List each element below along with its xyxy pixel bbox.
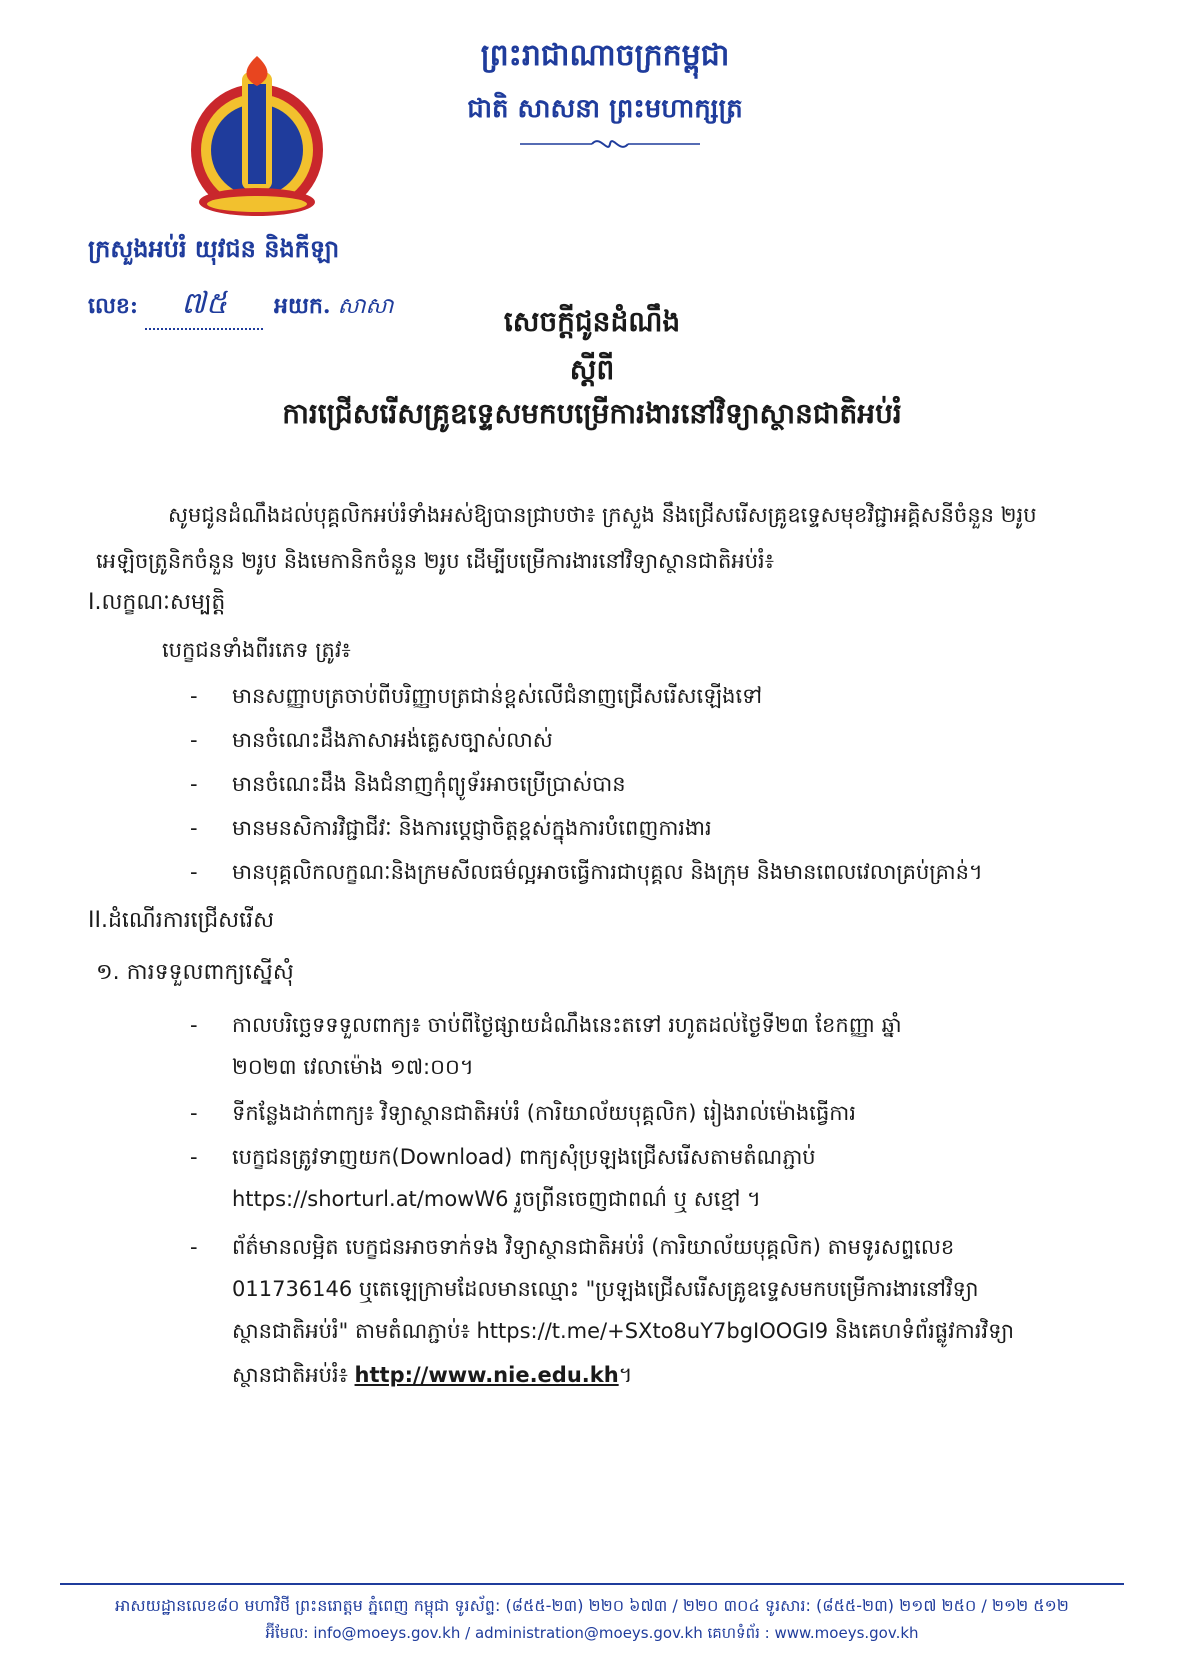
footer-address: អាសយដ្ឋានលេខ៨០ មហាវិថី ព្រះនរោត្តម ភ្នំពេញ កម្ពុជា ទូរស័ព្ទ: (៨៥៥-២៣) ២២០ ៦៧៣ / ២២០ ៣០៤ ទូរសារ: (៨៥៥-២៣) ២១៧ ២៥០ / ២១២ ៥១២ — [115, 1596, 1069, 1615]
section2-heading: II.ដំណើរការជ្រើសរើស — [88, 908, 275, 933]
ornament-divider — [520, 132, 700, 162]
list-item: - ព័ត៌មានលម្អិត បេក្ខជនអាចទាក់ទង វិទ្យាស្ថានជាតិអប់រំ (ការិយាល័យបុគ្គលិក) តាមទូរសព្ទលេខ — [190, 1235, 955, 1259]
footer-contact: អ៊ីមែល: info@moeys.gov.kh / administration@moeys.gov.kh គេហទំព័រ : www.moeys.gov.kh — [265, 1624, 919, 1642]
kingdom-heading: ព្រះរាជាណាចក្រកម្ពុជា — [480, 38, 730, 73]
section1-lead: បេក្ខជនទាំងពីរភេទ ត្រូវ៖ — [162, 638, 351, 662]
intro-paragraph — [96, 492, 1106, 584]
notice-topic: ការជ្រើសរើសគ្រូឧទ្ទេសមកបម្រើការងារនៅវិទ្យាស្ថានជាតិអប់រំ — [282, 397, 902, 430]
list-item-continuation: 011736146 ឬតេឡេក្រាមដែលមានឈ្មោះ "ប្រឡងជ្រើសរើសគ្រូឧទ្ទេសមកបម្រើការងារនៅវិទ្យា — [232, 1277, 979, 1301]
reference-label: លេខ: — [88, 293, 139, 319]
list-item: - មានចំណេះដឹងភាសាអង់គ្លេសច្បាស់លាស់ — [190, 728, 553, 752]
ministry-seal — [172, 52, 342, 224]
section2-subheading: ១. ការទទួលពាក្យស្នើសុំ — [96, 960, 294, 985]
reference-suffix: អយក. — [274, 293, 331, 319]
list-item: - មានចំណេះដឹង និងជំនាញកុំព្យូទ័រអាចប្រើប្រាស់បាន — [190, 772, 626, 796]
reference-number: ៧៥ — [145, 284, 263, 330]
list-item: - មានសញ្ញាបត្រចាប់ពីបរិញ្ញាបត្រជាន់ខ្ពស់លើជំនាញជ្រើសរើសឡើងទៅ — [190, 684, 763, 708]
national-motto: ជាតិ សាសនា ព្រះមហាក្សត្រ — [467, 94, 743, 124]
list-item: - មានបុគ្គលិកលក្ខណៈនិងក្រមសីលធម៌ល្អអាចធ្វើការជាបុគ្គល និងក្រុម និងមានពេលវេលាគ្រប់គ្រាន់។ — [190, 860, 983, 884]
section1-heading: I.លក្ខណៈសម្បត្តិ — [88, 590, 226, 615]
intro-text: សូមជូនដំណឹងដល់បុគ្គលិកអប់រំទាំងអស់ឱ្យបានជ្រាបថា៖ ក្រសួង នឹងជ្រើសរើសគ្រូឧទ្ទេសមុខវិជ្ជាអគ្គិសនីចំនួន ២រូប អេឡិចត្រូនិកចំនួន ២រូប និងមេកានិកចំនួន ២រូប ដើម្បីបម្រើការងារនៅវិទ្យាស្ថានជាតិអប់រំ៖ — [96, 503, 1037, 573]
nie-website-link[interactable]: http://www.nie.edu.kh — [354, 1363, 619, 1387]
ministry-name: ក្រសួងអប់រំ យុវជន និងកីឡា — [88, 234, 340, 263]
list-item-continuation: ២០២៣ វេលាម៉ោង ១៧:០០។ — [232, 1055, 474, 1079]
footer-divider — [60, 1583, 1124, 1585]
list-item: - មានមនសិការវិជ្ជាជីវៈ និងការប្តេជ្ញាចិត្តខ្ពស់ក្នុងការបំពេញការងារ — [190, 816, 712, 840]
notice-subtitle: ស្តីពី — [569, 353, 615, 386]
list-item: - បេក្ខជនត្រូវទាញយក(Download) ពាក្យសុំប្រឡងជ្រើសរើសតាមតំណភ្ជាប់ — [190, 1145, 816, 1169]
reference-handwritten: សាសា — [337, 294, 394, 319]
list-item-continuation: ស្ថានជាតិអប់រំ៖ http://www.nie.edu.kh។ — [232, 1363, 633, 1387]
list-item: - ទីកន្លែងដាក់ពាក្យ៖ វិទ្យាស្ថានជាតិអប់រំ (ការិយាល័យបុគ្គលិក) រៀងរាល់ម៉ោងធ្វើការ — [190, 1101, 856, 1125]
list-item-continuation: ស្ថានជាតិអប់រំ" តាមតំណភ្ជាប់៖ https://t.me/+SXto8uY7bgIOOGI9 និងគេហទំព័រផ្លូវការវិទ្យា — [232, 1319, 1015, 1343]
notice-title: សេចក្តីជូនដំណឹង — [503, 305, 681, 338]
list-item: - កាលបរិច្ឆេទទទួលពាក្យ៖ ចាប់ពីថ្ងៃផ្សាយដំណឹងនេះតទៅ រហូតដល់ថ្ងៃទី២៣ ខែកញ្ញា ឆ្នាំ — [190, 1013, 902, 1037]
list-item-continuation: https://shorturl.at/mowW6 រួចព្រីនចេញជាពណ៌ ឬ សខ្មៅ ។ — [232, 1187, 761, 1211]
